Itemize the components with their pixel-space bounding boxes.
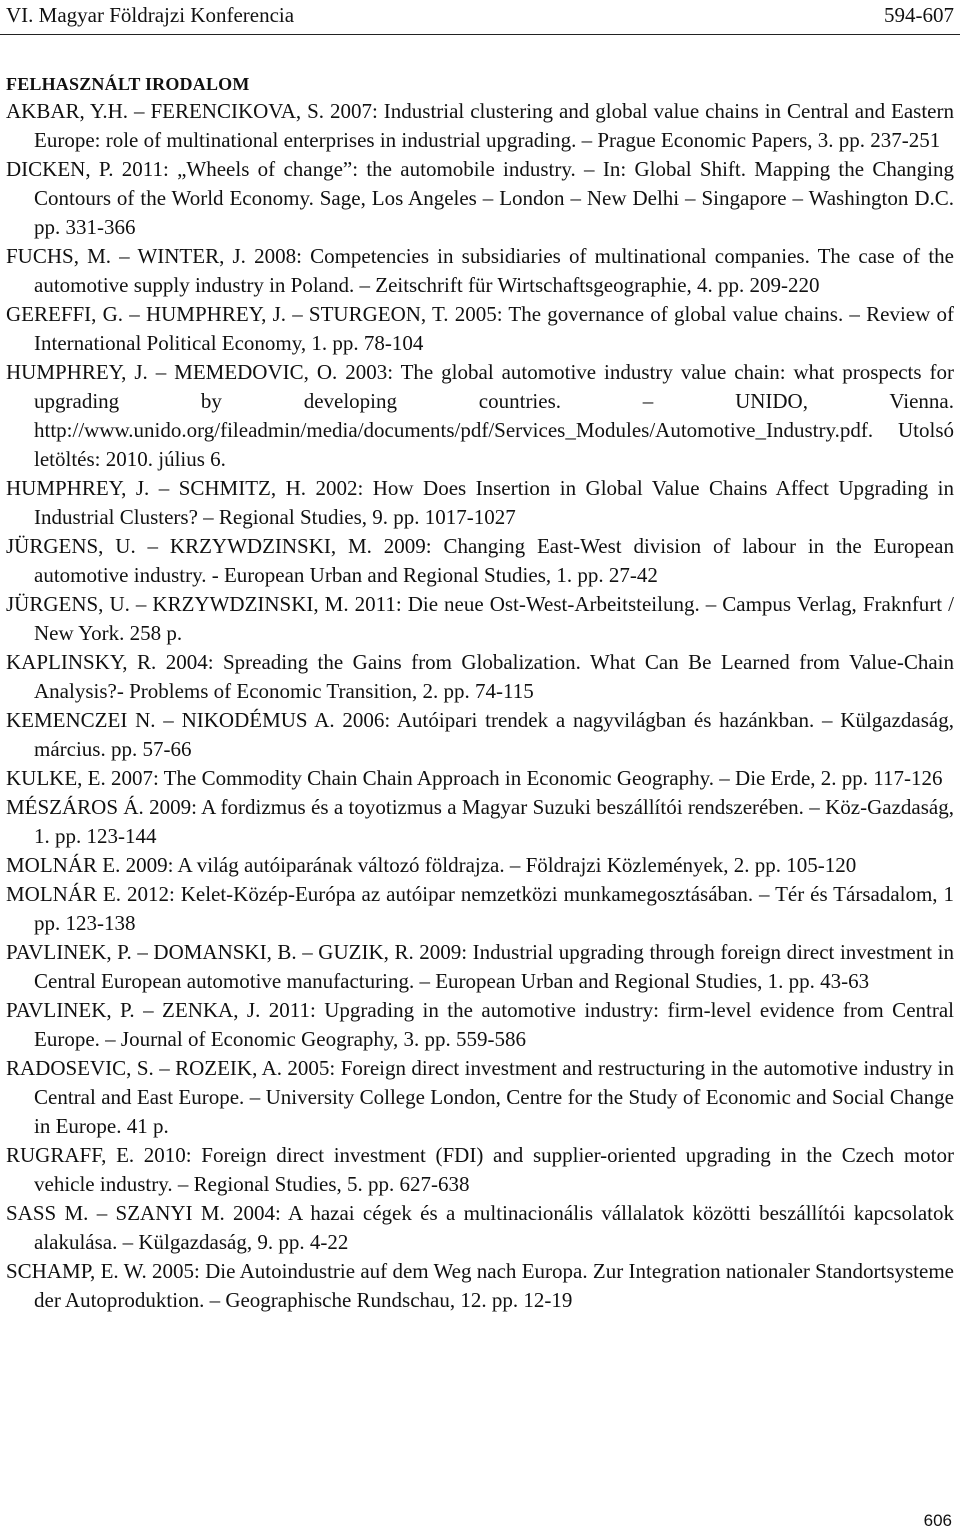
reference-item: DICKEN, P. 2011: „Wheels of change”: the automobile industry. – In: Global Shift. Mapping the Changing Contours of the World Economy. Sage, Los Angeles – London – New Delhi – Singapore – Washington D.C. pp. 331-366 — [6, 157, 954, 239]
reference-list — [6, 97, 954, 1315]
reference-item: MOLNÁR E. 2009: A világ autóiparának változó földrajza. – Földrajzi Közlemények, 2. pp. 105-120 — [6, 853, 857, 877]
reference-item: SCHAMP, E. W. 2005: Die Autoindustrie auf dem Weg nach Europa. Zur Integration nationaler Standortsysteme der Autoproduktion. – Geographische Rundschau, 12. pp. 12-19 — [6, 1259, 954, 1312]
reference-item: AKBAR, Y.H. – FERENCIKOVA, S. 2007: Industrial clustering and global value chains in Central and Eastern Europe: role of multinational enterprises in industrial upgrading. – Prague Economic Papers, 3. pp. 237-251 — [6, 99, 954, 152]
page-number: 606 — [923, 1511, 952, 1530]
conference-title: VI. Magyar Földrajzi Konferencia — [6, 3, 295, 27]
reference-item: MÉSZÁROS Á. 2009: A fordizmus és a toyotizmus a Magyar Suzuki beszállítói rendszerében. – Köz-Gazdaság, 1. pp. 123-144 — [6, 795, 954, 848]
page-range: 594-607 — [884, 3, 954, 27]
reference-item: KULKE, E. 2007: The Commodity Chain Chain Approach in Economic Geography. – Die Erde, 2. pp. 117-126 — [6, 766, 943, 790]
reference-item: PAVLINEK, P. – DOMANSKI, B. – GUZIK, R. 2009: Industrial upgrading through foreign direct investment in Central European automotive manufacturing. – European Urban and Regional Studies, 1. pp. 43-63 — [6, 940, 954, 993]
reference-item: HUMPHREY, J. – SCHMITZ, H. 2002: How Does Insertion in Global Value Chains Affect Upgrading in Industrial Clusters? – Regional Studies, 9. pp. 1017-1027 — [6, 476, 954, 529]
reference-item: PAVLINEK, P. – ZENKA, J. 2011: Upgrading in the automotive industry: firm-level evidence from Central Europe. – Journal of Economic Geography, 3. pp. 559-586 — [6, 998, 954, 1051]
running-header — [0, 0, 960, 35]
reference-item: GEREFFI, G. – HUMPHREY, J. – STURGEON, T. 2005: The governance of global value chains. – Review of International Political Economy, 1. pp. 78-104 — [6, 302, 954, 355]
reference-item: JÜRGENS, U. – KRZYWDZINSKI, M. 2009: Changing East-West division of labour in the European automotive industry. - European Urban and Regional Studies, 1. pp. 27-42 — [6, 534, 954, 587]
reference-item: KAPLINSKY, R. 2004: Spreading the Gains from Globalization. What Can Be Learned from Value-Chain Analysis?- Problems of Economic Transition, 2. pp. 74-115 — [6, 650, 954, 703]
reference-item: KEMENCZEI N. – NIKODÉMUS A. 2006: Autóipari trendek a nagyvilágban és hazánkban. – Külgazdaság, március. pp. 57-66 — [6, 708, 954, 761]
reference-item: FUCHS, M. – WINTER, J. 2008: Competencies in subsidiaries of multinational companies. The case of the automotive supply industry in Poland. – Zeitschrift für Wirtschaftsgeographie, 4. pp. 209-220 — [6, 244, 954, 297]
reference-item: RUGRAFF, E. 2010: Foreign direct investment (FDI) and supplier-oriented upgrading in the Czech motor vehicle industry. – Regional Studies, 5. pp. 627-638 — [6, 1143, 954, 1196]
section-title: FELHASZNÁLT IRODALOM — [6, 74, 250, 94]
reference-item: HUMPHREY, J. – MEMEDOVIC, O. 2003: The global automotive industry value chain: what prospects for upgrading by developing countries. – UNIDO, Vienna. http://www.unido.org/fileadmin/media/documents/pdf/Services_Modules/Automotive_Industry.pdf. Utolsó letöltés: 2010. július 6. — [6, 360, 954, 471]
reference-item: SASS M. – SZANYI M. 2004: A hazai cégek és a multinacionális vállalatok közötti beszállítói kapcsolatok alakulása. – Külgazdaság, 9. pp. 4-22 — [6, 1201, 954, 1254]
reference-item: RADOSEVIC, S. – ROZEIK, A. 2005: Foreign direct investment and restructuring in the automotive industry in Central and East Europe. – University College London, Centre for the Study of Economic and Social Change in Europe. 41 p. — [6, 1056, 954, 1138]
reference-item: MOLNÁR E. 2012: Kelet-Közép-Európa az autóipar nemzetközi munkamegosztásában. – Tér és Társadalom, 1 pp. 123-138 — [6, 882, 954, 935]
reference-item: JÜRGENS, U. – KRZYWDZINSKI, M. 2011: Die neue Ost-West-Arbeitsteilung. – Campus Verlag, Fraknfurt / New York. 258 p. — [6, 592, 954, 645]
